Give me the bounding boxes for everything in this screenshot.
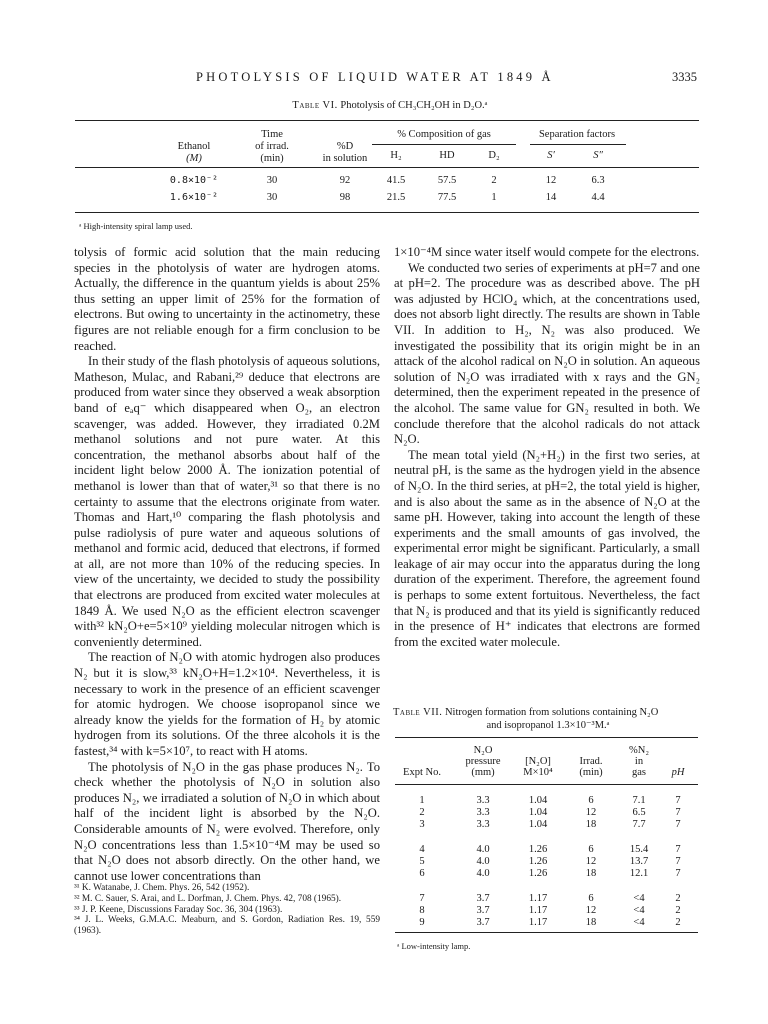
table-cell: 18 [585,868,597,879]
table-vii-footnote: ᵃ Low-intensity lamp. [397,941,471,951]
footnote: ³² M. C. Sauer, S. Arai, and L. Dorfman, J. Chem. Phys. 42, 708 (1965). [74,893,342,904]
col-head-time-1: Time [261,129,283,140]
col-head-expt: Expt No. [403,767,441,778]
table-vii-header-rule [395,784,698,785]
table-cell: 3.7 [476,893,490,904]
table-cell: 12 [585,807,597,818]
table-cell: 4.4 [591,192,605,203]
table-cell: 12 [585,856,597,867]
table-cell: 1.17 [528,893,548,904]
table-cell: 6.3 [591,175,605,186]
table-cell: 3.3 [476,795,490,806]
table-cell: 1.26 [528,844,548,855]
table-row: 5 [419,856,425,867]
paragraph: The reaction of N₂O with atomic hydrogen also produces N₂ but it is slow,³³ kN₂O+H=1.2×10⁴. Nevertheless, it is necessary to work in the presence of an efficient scavenger for atomic hydrogen. We choose isopropanol since we already know the yields for the formation of H₂ by atomic hydrogen from its solutions. Of the three alcohols it is the fastest,³⁴ with k=5×10⁷, to react with H atoms. [74,650,380,758]
page-number: 3335 [672,70,697,84]
table-row: 1.6×10⁻² [169,192,219,203]
table-row: 3 [419,819,425,830]
table-cell: 4.0 [476,856,490,867]
table-cell: 57.5 [437,175,457,186]
table-cell: 7 [675,795,681,806]
table-vii-top-rule [395,737,698,738]
table-vi-footnote: ᵃ High-intensity spiral lamp used. [79,221,193,231]
table-cell: <4 [633,905,645,916]
table-cell: 4.0 [476,844,490,855]
table-vi-label: Table VI. [292,100,338,111]
table-cell: <4 [633,917,645,928]
table-cell: 18 [585,819,597,830]
running-title: PHOTOLYSIS OF LIQUID WATER AT 1849 Å [196,70,554,84]
table-cell: 4.0 [476,868,490,879]
col-head-ph: pH [671,767,685,778]
table-cell: 3.7 [476,905,490,916]
table-cell: 2 [491,175,497,186]
table-cell: 18 [585,917,597,928]
footnote: ³¹ K. Watanabe, J. Chem. Phys. 26, 542 (1952). [74,883,250,893]
col-head-ethanol: Ethanol [177,141,211,152]
table-cell: 3.7 [476,917,490,928]
table-cell: 6 [588,795,594,806]
table-cell: 2 [675,905,681,916]
table-vii-label: Table VII. [393,707,443,718]
table-vi-title: Photolysis of CH₃CH₂OH in D₂O.ᵃ [340,100,488,111]
table-vii-caption [393,707,703,719]
table-cell: 14 [545,192,557,203]
col-head-hd: HD [439,150,455,161]
table-cell: 30 [266,192,278,203]
paragraph: In their study of the flash photolysis of aqueous solutions, Matheson, Mulac, and Rabani,²⁹ deduce that electrons are produced from water since they observed a weak absorption band of eₐq⁻ which disappeared when O₂, an electron scavenger, was added. However, they irradiated 0.2M methanol solutions and not pure water. At this concentration, the methanol absorbs about half of the incident light below 2000 Å. The ionization potential of methanol is lower than that of water,³¹ so that there is no certainty to assume that the electrons originate from water. Thomas and Hart,¹⁰ comparing the flash photolysis and pulse radiolysis of pure water and aqueous solutions of methanol and formic acid, deduced that electrons, if formed at all, are not more than 10% of the reducing species. In view of the uncertainty, we decided to study the possibility that electrons are produced from excited water molecules at 1849 Å. We used N₂O as the efficient electron scavenger with³² kN₂O+e=5×10⁹ yielding molecular nitrogen which is conveniently determined. [74,354,380,649]
table-vi-caption [190,100,590,111]
table-cell: 30 [266,175,278,186]
table-cell: 98 [339,192,351,203]
table-cell: 7 [675,819,681,830]
table-cell: 7 [675,844,681,855]
table-cell: 1.17 [528,917,548,928]
table-cell: 6 [588,893,594,904]
footnote: ³⁴ J. L. Weeks, G.M.A.C. Meaburn, and S. Gordon, Radiation Res. 19, 559 (1963). [74,915,380,937]
table-row: 9 [419,917,425,928]
col-head-time-2: of irrad. [255,141,289,152]
page-header [0,70,768,92]
table-row: 8 [419,905,425,916]
col-head-s-double-prime: S″ [593,150,603,161]
col-head-conc-2: M×10⁴ [523,767,553,778]
col-head-d2: D₂ [488,150,500,161]
table-vii-caption-2: and isopropanol 1.3×10⁻³M.ᵃ [486,720,610,731]
col-head-pctn2-3: gas [632,767,646,778]
col-head-conc-1: [N₂O] [525,756,551,767]
table-row: 2 [419,807,425,818]
col-head-h2: H₂ [390,150,402,161]
table-cell: 7 [675,868,681,879]
table-cell: 12.1 [629,868,649,879]
table-vi-bottom-rule [75,212,699,213]
footnotes [74,883,380,937]
paragraph: The photolysis of N₂O in the gas phase produces N₂. To check whether the photolysis of N₂O in solution also produces N₂, we irradiated a solution of N₂O in which about half of the incident light is absorbed by the N₂O. Considerable amounts of N₂ were evolved. Therefore, only N₂O concentrations less than 1.5×10⁻⁴M may be used so that N₂O does not absorb directly. On the other hand, we cannot use lower concentrations than [74,759,380,883]
footnote: ³³ J. P. Keene, Discussions Faraday Soc. 36, 304 (1963). [74,904,283,915]
table-cell: 13.7 [629,856,649,867]
table-cell: 3.3 [476,807,490,818]
col-head-pctn2-2: in [634,756,644,767]
table-cell: 12 [545,175,557,186]
table-cell: 2 [675,893,681,904]
col-head-n2o-1: N₂O [473,745,493,756]
table-cell: 7 [675,807,681,818]
table-cell: 1.04 [528,819,548,830]
col-head-s-prime: S′ [547,150,555,161]
table-cell: 1.04 [528,807,548,818]
col-head-irrad-1: Irrad. [579,756,603,767]
table-vii-title-1: Nitrogen formation from solutions containing N₂O [444,707,659,718]
table-cell: 12 [585,905,597,916]
table-row: 0.8×10⁻² [169,175,219,186]
table-cell: 7.7 [632,819,646,830]
paragraph: tolysis of formic acid solution that the main reducing species in the photolysis of water are hydrogen atoms. Actually, the difference in the quantum yields is about 25% thus setting an upper limit of 25% for the formation of electrons. But owing to uncertainty in the actinometry, these figures are not reliable enough for a firm conclusion to be reached. [74,245,380,353]
table-cell: 15.4 [629,844,649,855]
table-cell: 1.26 [528,856,548,867]
table-row: 7 [419,893,425,904]
paragraph: 1×10⁻⁴M since water itself would compete for the electrons. [394,245,700,259]
table-vi-header-rule [75,167,699,168]
table-cell: 6.5 [632,807,646,818]
separation-rule [530,144,626,145]
col-head-pctd-2: in solution [322,153,368,164]
table-row: 1 [419,795,425,806]
table-vi-top-rule [75,120,699,121]
table-cell: 77.5 [437,192,457,203]
col-head-n2o-2: pressure [465,756,501,767]
col-head-n2o-3: (mm) [471,767,495,778]
table-vii-bottom-rule [395,932,698,933]
table-cell: 2 [675,917,681,928]
col-head-pctn2-1: %N₂ [629,745,649,756]
col-head-pctd-1: %D [336,141,354,152]
table-cell: 6 [588,844,594,855]
table-cell: 41.5 [386,175,406,186]
col-head-composition: % Composition of gas [397,129,491,140]
col-head-ethanol-unit: (M) [186,153,202,164]
col-head-separation: Separation factors [538,129,616,140]
table-row: 6 [419,868,425,879]
table-cell: 1.26 [528,868,548,879]
left-column [74,245,380,884]
col-head-irrad-2: (min) [579,767,603,778]
paragraph: We conducted two series of experiments at pH=7 and one at pH=2. The procedure was as described above. The pH was adjusted by HClO₄ which, at the concentrations used, does not absorb light directly. The results are shown in Table VII. In addition to H₂, N₂ was also produced. We investigated the possibility that its origin might be in an attack of the alcohol radical on N₂O in solution. An aqueous solution of N₂O was irradiated with x rays and the GN₂ determined, then the experiment repeated in the presence of the alcohol. The same value for GN₂ resulted in both. We conclude therefore that the alcohol radicals do not attack N₂O. [394,260,700,447]
table-cell: 1.04 [528,795,548,806]
composition-rule [372,144,516,145]
table-row: 4 [419,844,425,855]
right-column [394,245,700,650]
table-cell: 21.5 [386,192,406,203]
table-cell: 7.1 [632,795,646,806]
paragraph: The mean total yield (N₂+H₂) in the first two series, at neutral pH, is the same as the hydrogen yield in the absence of N₂O. In the third series, at pH=2, the total yield is higher, and is also about the same as in the absence of N₂O at the same pH. However, taking into account the length of these experiments and the small amounts of gas involved, the experimental error might be significant. Particularly, a small leakage of air may occur into the apparatus during the long duration of the experiment. Therefore, the agreement found is perhaps to some extent fortuitous. Nevertheless, the fact that N₂ is produced and that its yield is significantly reduced in the presence of H⁺ indicates that electrons are formed from the excited water molecule. [394,447,700,649]
table-cell: 7 [675,856,681,867]
table-cell: 3.3 [476,819,490,830]
col-head-time-3: (min) [260,153,284,164]
table-cell: 1 [491,192,497,203]
table-cell: 92 [339,175,351,186]
table-cell: 1.17 [528,905,548,916]
table-cell: <4 [633,893,645,904]
